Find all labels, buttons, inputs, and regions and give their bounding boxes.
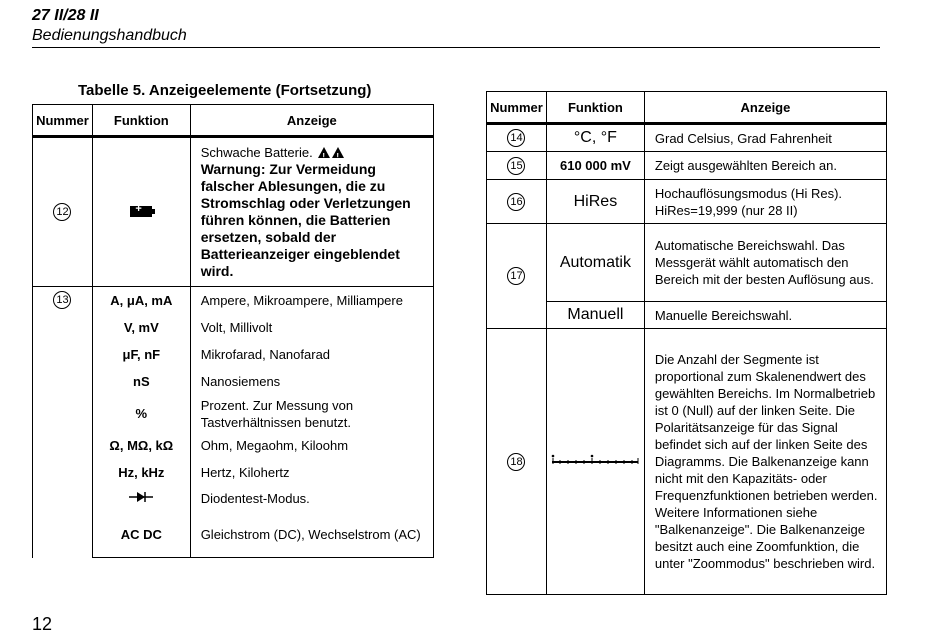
item-number-16: 16 (507, 193, 525, 211)
table-row (33, 341, 434, 368)
col-display: Anzeige (644, 92, 886, 124)
display-elements-table-right (486, 91, 887, 595)
item-number-18: 18 (507, 453, 525, 471)
item-number-12: 12 (53, 203, 71, 221)
col-function: Funktion (92, 105, 190, 137)
display-cell: Manuelle Bereichswahl. (644, 302, 886, 329)
model-name: 27 II/28 II (32, 7, 99, 24)
display-cell: Mikrofarad, Nanofarad (190, 341, 433, 368)
display-cell: Ampere, Mikroampere, Milliampere (190, 287, 433, 314)
display-elements-table-left (32, 104, 434, 558)
table-row-14 (487, 124, 887, 152)
warning-triangle-icon (332, 147, 344, 158)
function-cell: V, mV (92, 314, 190, 341)
table-row-16 (487, 180, 887, 224)
col-number: Nummer (487, 92, 547, 124)
function-cell: °C, °F (546, 124, 644, 152)
col-display: Anzeige (190, 105, 433, 137)
diode-icon (129, 491, 153, 503)
item-number-14: 14 (507, 129, 525, 147)
table-header-row (33, 105, 434, 137)
low-battery-text: Schwache Batterie. (200, 145, 313, 160)
table-row (33, 512, 434, 558)
function-cell: HiRes (546, 180, 644, 224)
table-row-13 (33, 287, 434, 314)
function-cell: Automatik (546, 224, 644, 302)
col-function: Funktion (546, 92, 644, 124)
display-cell: Ohm, Megaohm, Kiloohm (190, 433, 433, 459)
table-row (487, 302, 887, 329)
display-cell: Gleichstrom (DC), Wechselstrom (AC) (190, 512, 433, 558)
header-divider (32, 47, 880, 48)
battery-warning-text: Warnung: Zur Vermeidung falscher Ablesungen, die zu Stromschlag oder Verletzungen führen können, die Batterien ersetzen, sobald der Batterieanzeiger eingeblendet wird. (200, 161, 411, 279)
manual-title: Bedienungshandbuch (32, 27, 187, 44)
item-number-17: 17 (507, 267, 525, 285)
table-row-18 (487, 329, 887, 595)
table-row (33, 314, 434, 341)
display-cell: Nanosiemens (190, 368, 433, 395)
table-row (33, 395, 434, 433)
display-cell: Grad Celsius, Grad Fahrenheit (644, 124, 886, 152)
function-cell: nS (92, 368, 190, 395)
table-row-15 (487, 152, 887, 180)
display-cell: Hertz, Kilohertz (190, 459, 433, 486)
display-cell: Diodentest-Modus. (190, 486, 433, 512)
function-cell: A, μA, mA (92, 287, 190, 314)
page-header (32, 6, 187, 46)
table-row-17 (487, 224, 887, 302)
table-row (33, 459, 434, 486)
table-row (33, 368, 434, 395)
battery-icon (130, 206, 152, 217)
display-cell: Prozent. Zur Messung von Tastverhältnissen benutzt. (190, 395, 433, 433)
bargraph-icon (550, 454, 640, 466)
display-cell: Die Anzahl der Segmente ist proportional zum Skalenendwert des gewählten Bereichs. Im Normalbetrieb ist 0 (Null) auf der linken Seite. Die Polaritätsanzeige für das Signal befindet sich auf der linken Seite des Diagramms. Die Balkenanzeige kann nicht mit den Kapazitäts- oder Frequenzfunktionen betrieben werden. Weitere Informationen siehe "Balkenanzeige". Die Balkenanzeige besitzt auch eine Zoomfunktion, die unter "Zoommodus" beschrieben wird. (644, 329, 886, 595)
function-cell: 610 000 mV (546, 152, 644, 180)
table-row-12 (33, 137, 434, 287)
function-cell: Hz, kHz (92, 459, 190, 486)
function-cell: μF, nF (92, 341, 190, 368)
display-cell: Zeigt ausgewählten Bereich an. (644, 152, 886, 180)
table-header-row (487, 92, 887, 124)
function-cell: % (92, 395, 190, 433)
display-cell: Hochauflösungsmodus (Hi Res). HiRes=19,999 (nur 28 II) (644, 180, 886, 224)
item-number-13: 13 (53, 291, 71, 309)
item-number-15: 15 (507, 157, 525, 175)
table-caption: Tabelle 5. Anzeigeelemente (Fortsetzung) (78, 82, 372, 99)
function-cell: Ω, MΩ, kΩ (92, 433, 190, 459)
warning-triangle-icon (318, 147, 330, 158)
display-cell: Automatische Bereichswahl. Das Messgerät wählt automatisch den Bereich mit der besten Auflösung aus. (644, 224, 886, 302)
function-cell: Manuell (546, 302, 644, 329)
function-cell: AC DC (92, 512, 190, 558)
page-number: 12 (32, 614, 53, 634)
table-row (33, 433, 434, 459)
table-row (33, 486, 434, 512)
display-cell: Volt, Millivolt (190, 314, 433, 341)
col-number: Nummer (33, 105, 93, 137)
